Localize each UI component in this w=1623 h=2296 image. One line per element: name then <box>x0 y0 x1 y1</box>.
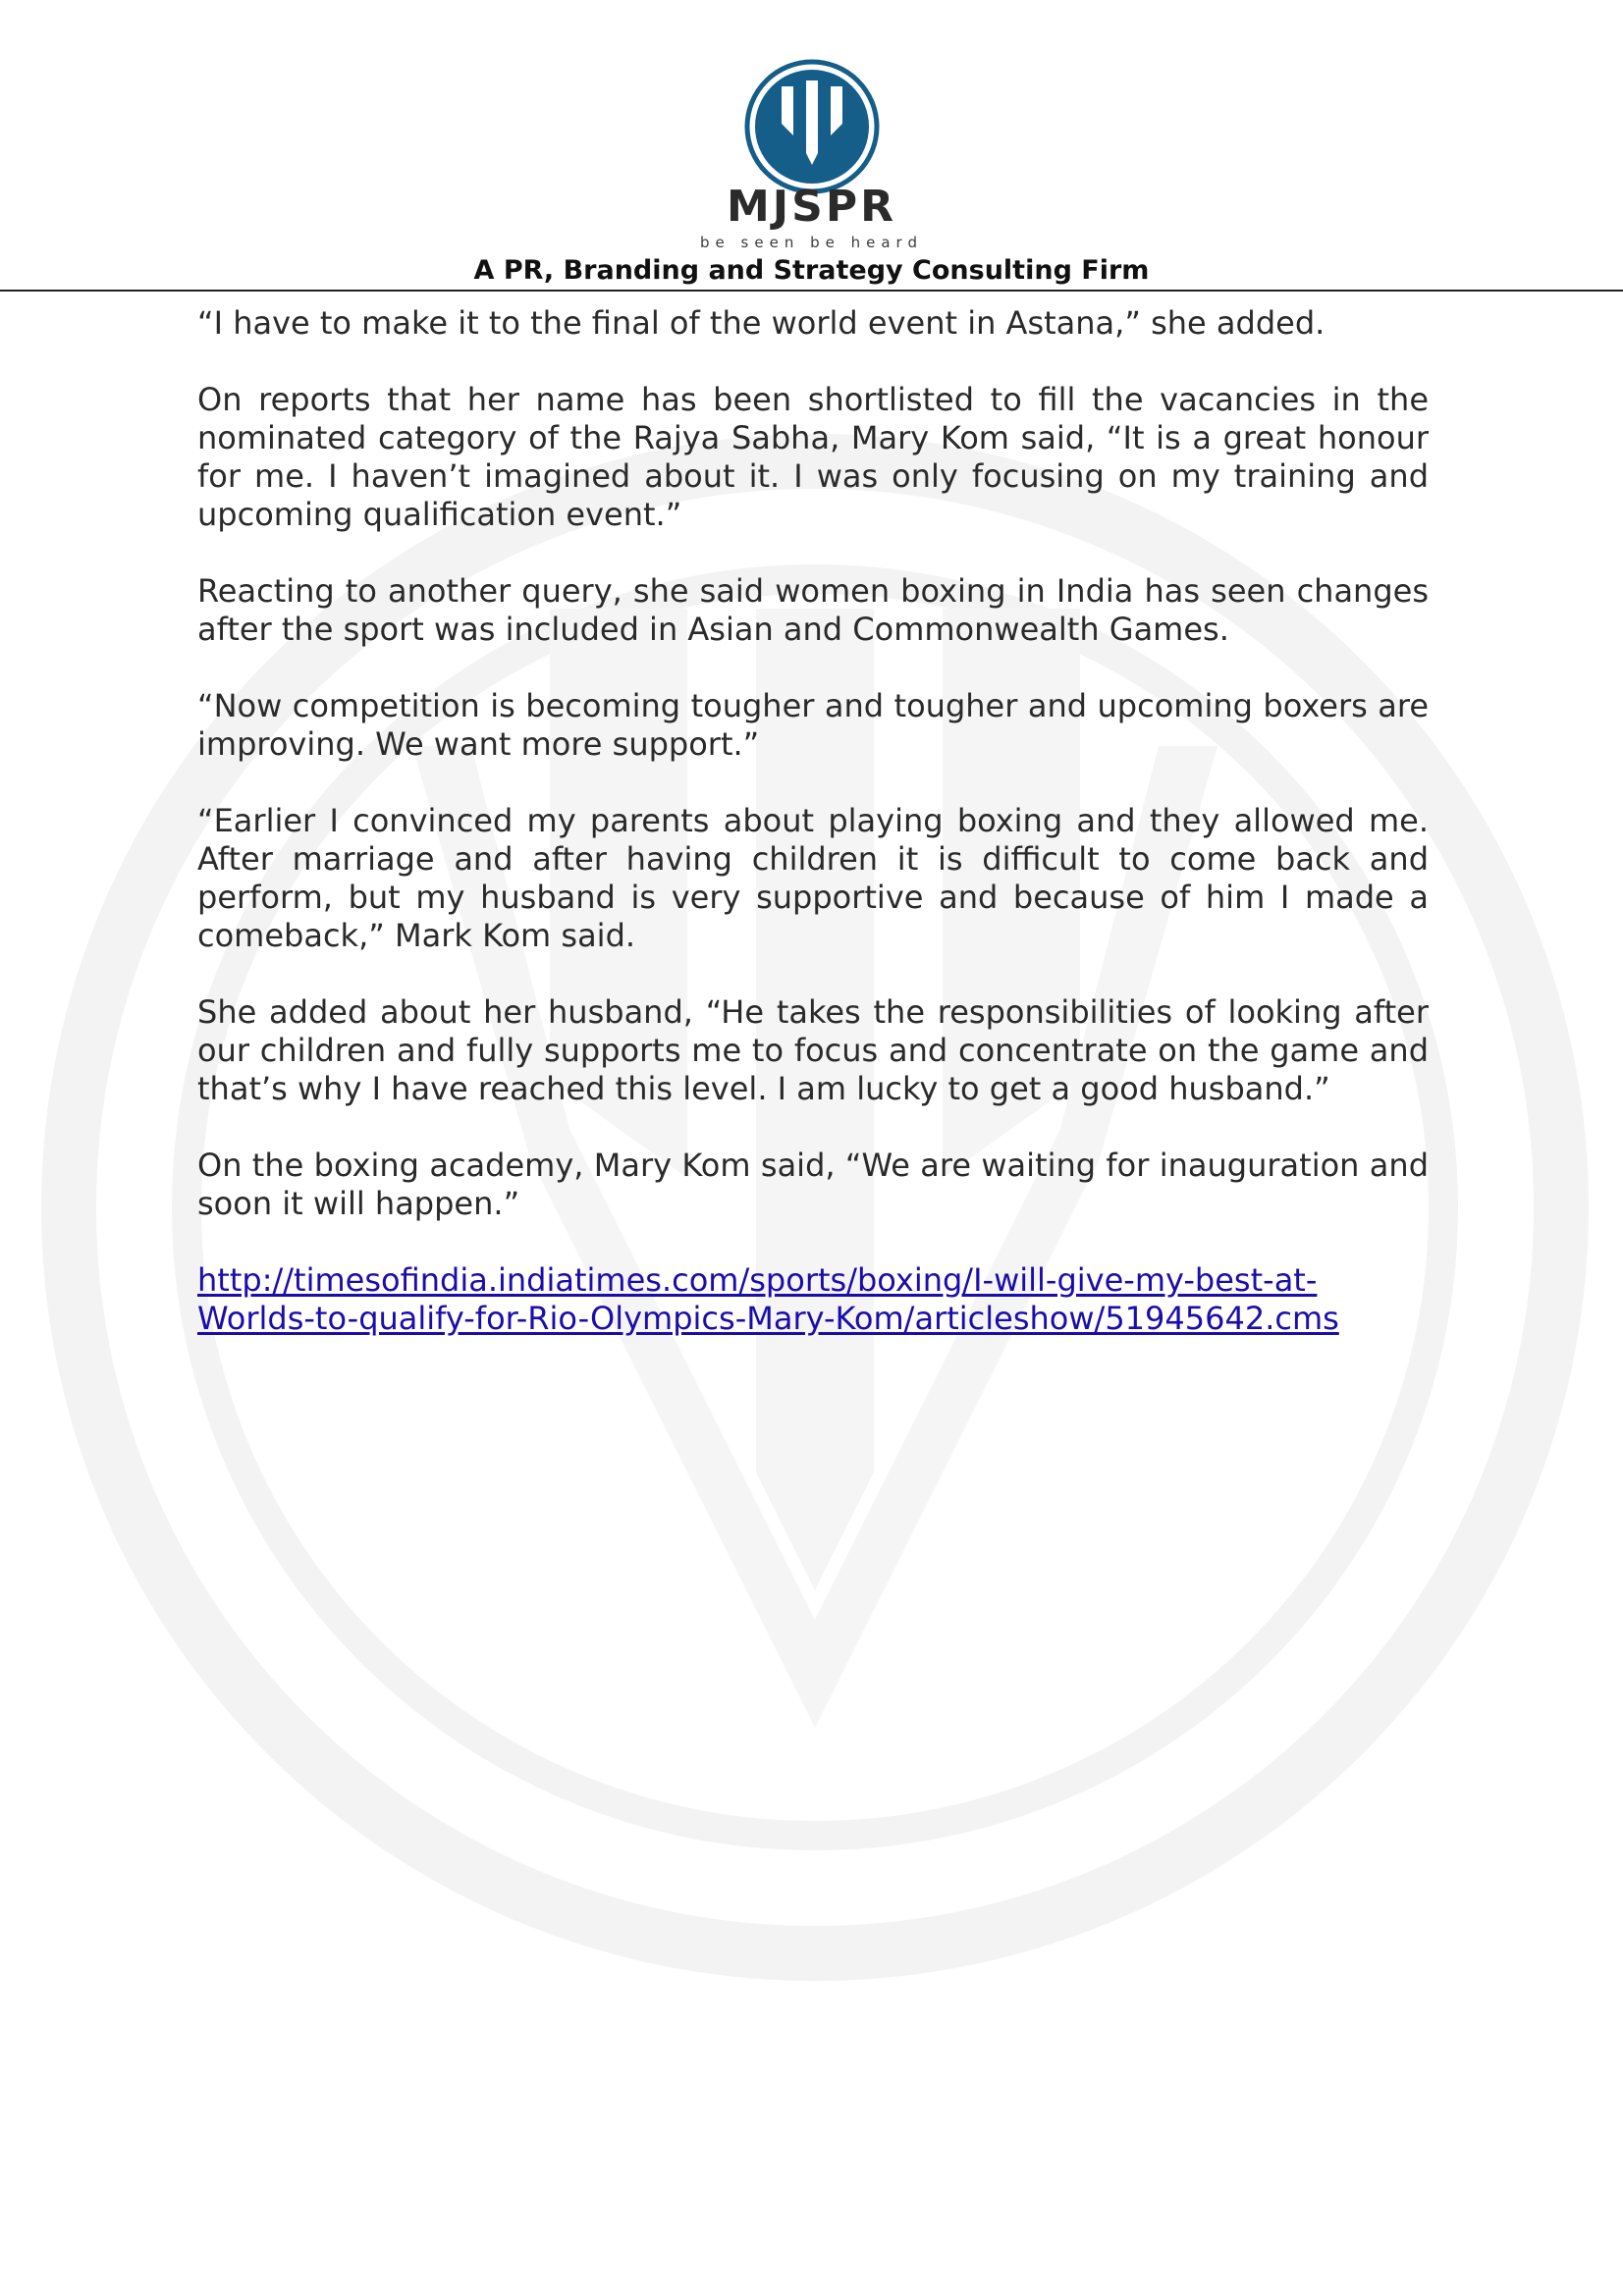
source-link[interactable] <box>197 1261 1339 1337</box>
article-paragraph: On the boxing academy, Mary Kom said, “We are waiting for inauguration and soon it will happen.” <box>197 1147 1429 1222</box>
brand-name: MJSPR <box>727 182 896 232</box>
source-link-paragraph <box>197 1261 1429 1338</box>
article-paragraph: On reports that her name has been shortlisted to fill the vacancies in the nominated category of the Rajya Sabha, Mary Kom said, “It is a great honour for me. I haven’t imagined about it. I was only focusing on my training and upcoming qualification event.” <box>197 381 1429 533</box>
article-body <box>197 304 1429 1376</box>
article-paragraph: She added about her husband, “He takes the responsibilities of looking after our children and fully supports me to focus and concentrate on the game and that’s why I have reached this level. I am lucky to get a good husband.” <box>197 993 1429 1107</box>
header-divider <box>0 290 1623 292</box>
article-paragraph: “Now competition is becoming tougher and tougher and upcoming boxers are improving. We want more support.” <box>197 687 1429 763</box>
source-link-line-2: Worlds-to-qualify-for-Rio-Olympics-Mary-Kom/articleshow/51945642.cms <box>197 1300 1339 1337</box>
mjspr-logo-icon <box>744 59 880 194</box>
article-paragraph: “I have to make it to the final of the world event in Astana,” she added. <box>197 304 1325 342</box>
article-paragraph: “Earlier I convinced my parents about playing boxing and they allowed me. After marriage and after having children it is difficult to come back and perform, but my husband is very supportive and because of him I made a comeback,” Mark Kom said. <box>197 802 1429 954</box>
article-paragraph: Reacting to another query, she said women boxing in India has seen changes after the sport was included in Asian and Commonwealth Games. <box>197 572 1429 648</box>
letterhead <box>0 0 1623 291</box>
source-link-line-1: http://timesofindia.indiatimes.com/sports/boxing/I-will-give-my-best-at- <box>197 1261 1318 1299</box>
firm-description: A PR, Branding and Strategy Consulting Firm <box>473 255 1150 286</box>
brand-tagline: be seen be heard <box>700 234 923 251</box>
